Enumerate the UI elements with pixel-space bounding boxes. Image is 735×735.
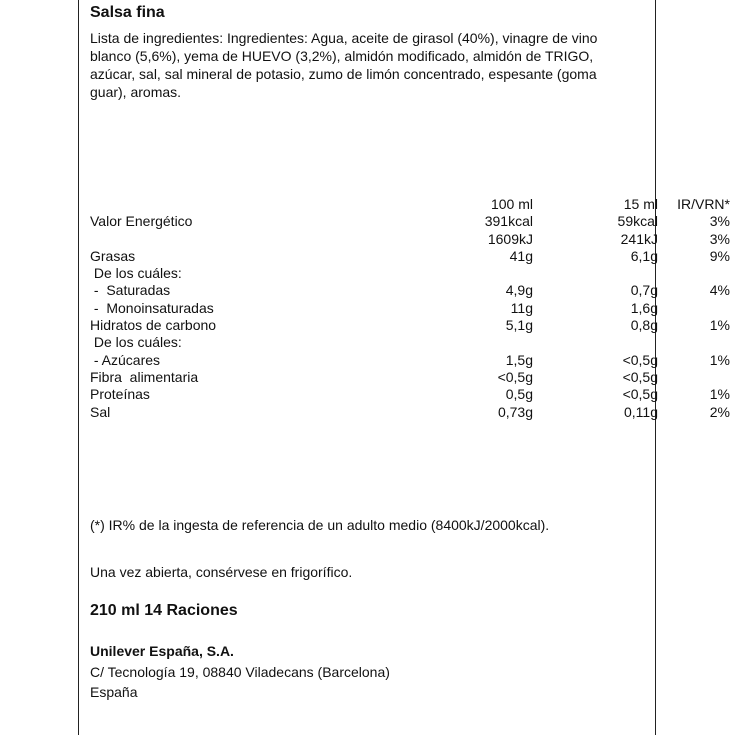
nutrient-label: De los cuáles: <box>90 265 182 282</box>
value-per-100: 1,5g <box>505 351 533 368</box>
nutrition-row <box>90 404 730 421</box>
nutrition-row <box>90 248 730 265</box>
nutrition-row <box>90 369 730 386</box>
nutrition-row <box>90 317 730 334</box>
value-per-100 <box>350 334 533 351</box>
header-ir: IR/VRN* <box>677 196 730 212</box>
header-per-15: 15 ml <box>623 196 658 212</box>
value-per-15: <0,5g <box>622 368 658 385</box>
nutrition-row <box>90 386 730 403</box>
value-per-100: 0,5g <box>505 386 533 403</box>
manufacturer-name: Unilever España, S.A. <box>90 643 234 659</box>
value-ir: 3% <box>709 230 730 247</box>
nutrient-label: Sal <box>90 403 111 420</box>
value-ir: 2% <box>709 403 730 420</box>
value-per-15: 0,7g <box>630 282 658 299</box>
value-per-15: 241kJ <box>620 230 658 247</box>
value-per-100: 4,9g <box>505 282 533 299</box>
value-per-15: 1,6g <box>630 299 658 316</box>
ingredients-line: Lista de ingredientes: Ingredientes: Agua, aceite de girasol (40%), vinagre de vino <box>90 30 598 46</box>
portions: 210 ml 14 Raciones <box>90 602 238 619</box>
nutrition-row <box>90 352 730 369</box>
ingredients-line: azúcar, sal, sal mineral de potasio, zumo de limón concentrado, espesante (goma <box>90 66 597 82</box>
value-per-15: 59kcal <box>617 213 658 230</box>
value-per-15: 6,1g <box>630 247 658 264</box>
value-ir: 1% <box>709 351 730 368</box>
value-per-100: 41g <box>509 247 533 264</box>
nutrient-label: De los cuáles: <box>90 334 182 351</box>
nutrient-label: - Monoinsaturadas <box>90 299 214 316</box>
nutrient-label: Grasas <box>90 247 136 264</box>
value-per-15 <box>533 334 658 351</box>
nutrition-row <box>90 231 730 248</box>
nutrition-row <box>90 265 730 282</box>
value-per-100 <box>350 265 533 282</box>
nutrient-label: Valor Energético <box>90 213 193 230</box>
value-ir <box>658 369 730 386</box>
value-per-100: 5,1g <box>505 317 533 334</box>
value-ir <box>658 265 730 282</box>
value-ir: 1% <box>709 386 730 403</box>
value-per-100: 0,73g <box>497 403 533 420</box>
storage-instructions: Una vez abierta, consérvese en frigorífico. <box>90 564 353 580</box>
value-per-100: 1609kJ <box>487 230 533 247</box>
value-per-15 <box>533 265 658 282</box>
value-per-15: 0,11g <box>624 403 658 420</box>
nutrient-label: - Saturadas <box>90 282 171 299</box>
value-per-100: 11g <box>510 299 533 316</box>
nutrient-label: - Azúcares <box>90 351 161 368</box>
nutrient-label: Proteínas <box>90 386 150 403</box>
value-per-15: <0,5g <box>622 351 658 368</box>
nutrition-row <box>90 213 730 230</box>
nutrition-header-row <box>90 196 730 213</box>
value-per-15: 0,8g <box>630 317 658 334</box>
value-ir: 1% <box>709 317 730 334</box>
manufacturer-address: C/ Tecnología 19, 08840 Viladecans (Barcelona) <box>90 664 390 680</box>
header-per-100: 100 ml <box>490 196 533 212</box>
header-label <box>90 196 350 213</box>
value-per-15: <0,5g <box>622 386 658 403</box>
ingredients-line: blanco (5,6%), yema de HUEVO (3,2%), almidón modificado, almidón de TRIGO, <box>90 48 594 64</box>
nutrient-label: Fibra alimentaria <box>90 368 199 385</box>
product-title: Salsa fina <box>90 4 165 21</box>
ingredients-line: guar), aromas. <box>90 84 182 100</box>
value-ir <box>658 300 730 317</box>
nutrition-row <box>90 334 730 351</box>
value-ir: 3% <box>709 213 730 230</box>
value-ir <box>658 334 730 351</box>
value-ir: 9% <box>709 247 730 264</box>
ingredients-list <box>90 29 650 101</box>
manufacturer-country: España <box>90 684 138 700</box>
value-per-100: 391kcal <box>484 213 533 230</box>
nutrient-label: Hidratos de carbono <box>90 317 217 334</box>
nutrient-label <box>90 231 350 248</box>
value-per-100: <0,5g <box>497 368 533 385</box>
footnote: (*) IR% de la ingesta de referencia de un adulto medio (8400kJ/2000kcal). <box>90 517 550 533</box>
value-ir: 4% <box>709 282 730 299</box>
nutrition-table <box>90 196 730 421</box>
nutrition-row <box>90 282 730 299</box>
nutrition-row <box>90 300 730 317</box>
